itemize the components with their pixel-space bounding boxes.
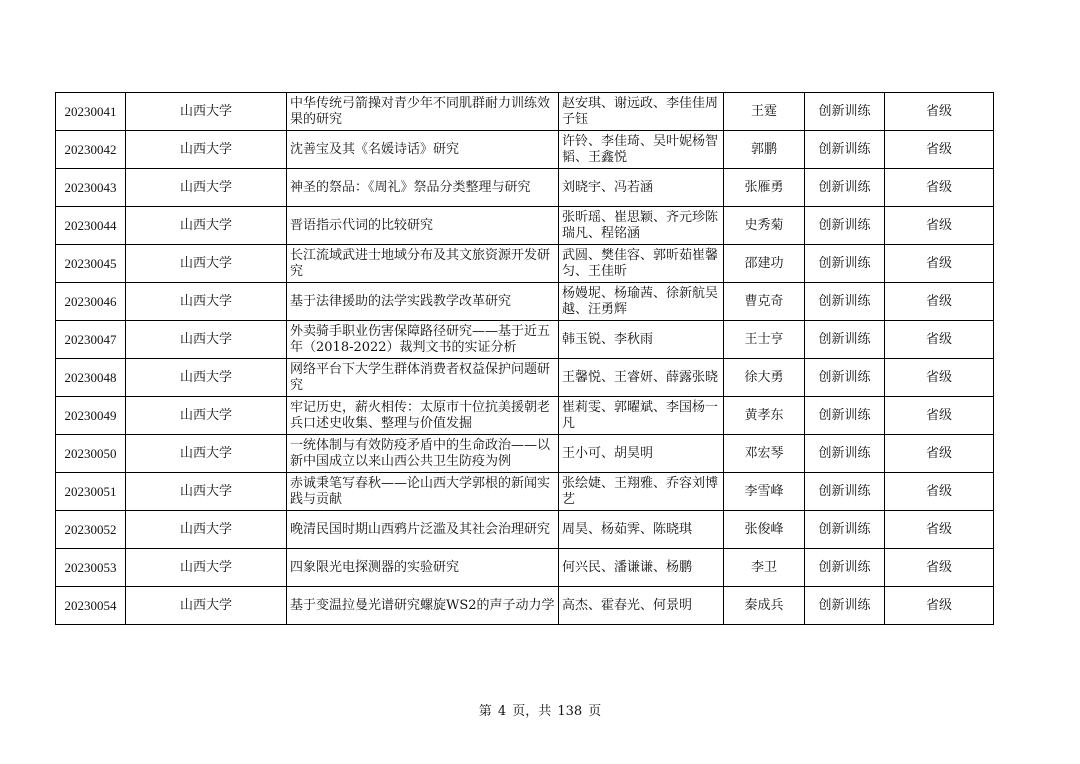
- school-cell: 山西大学: [126, 245, 287, 283]
- project-name-cell: 外卖骑手职业伤害保障路径研究——基于近五年（2018-2022）裁判文书的实证分析: [287, 321, 559, 359]
- table-row: [56, 549, 994, 587]
- project-name-cell: 中华传统弓箭操对青少年不同肌群耐力训练效果的研究: [287, 93, 559, 131]
- project-id-cell: 20230054: [56, 587, 126, 625]
- project-type-cell: 创新训练: [805, 549, 885, 587]
- level-cell: 省级: [885, 283, 994, 321]
- table-row: [56, 93, 994, 131]
- project-id-cell: 20230053: [56, 549, 126, 587]
- school-cell: 山西大学: [126, 549, 287, 587]
- level-cell: 省级: [885, 359, 994, 397]
- table-row: [56, 321, 994, 359]
- project-type-cell: 创新训练: [805, 245, 885, 283]
- project-type-cell: 创新训练: [805, 93, 885, 131]
- project-type-cell: 创新训练: [805, 207, 885, 245]
- advisor-cell: 王霆: [724, 93, 805, 131]
- project-name-cell: 沈善宝及其《名媛诗话》研究: [287, 131, 559, 169]
- members-cell: 高杰、霍春光、何景明: [559, 587, 724, 625]
- members-cell: 何兴民、潘谦谦、杨鹏: [559, 549, 724, 587]
- school-cell: 山西大学: [126, 169, 287, 207]
- level-cell: 省级: [885, 397, 994, 435]
- page-footer: 第 4 页，共 138 页: [478, 704, 602, 719]
- table-row: [56, 473, 994, 511]
- members-cell: 王馨悦、王睿妍、薛露张晓: [559, 359, 724, 397]
- school-cell: 山西大学: [126, 473, 287, 511]
- members-cell: 崔莉雯、郭曜斌、李国杨一凡: [559, 397, 724, 435]
- project-id-cell: 20230047: [56, 321, 126, 359]
- project-name-cell: 网络平台下大学生群体消费者权益保护问题研究: [287, 359, 559, 397]
- table-row: [56, 245, 994, 283]
- project-type-cell: 创新训练: [805, 283, 885, 321]
- project-type-cell: 创新训练: [805, 511, 885, 549]
- project-id-cell: 20230041: [56, 93, 126, 131]
- table-body: [56, 93, 994, 625]
- level-cell: 省级: [885, 207, 994, 245]
- project-id-cell: 20230051: [56, 473, 126, 511]
- advisor-cell: 秦成兵: [724, 587, 805, 625]
- school-cell: 山西大学: [126, 511, 287, 549]
- project-id-cell: 20230049: [56, 397, 126, 435]
- project-name-cell: 四象限光电探测器的实验研究: [287, 549, 559, 587]
- advisor-cell: 张俊峰: [724, 511, 805, 549]
- advisor-cell: 邓宏琴: [724, 435, 805, 473]
- project-id-cell: 20230044: [56, 207, 126, 245]
- project-id-cell: 20230048: [56, 359, 126, 397]
- project-table: [55, 92, 994, 625]
- table-row: [56, 359, 994, 397]
- table-row: [56, 511, 994, 549]
- advisor-cell: 邵建功: [724, 245, 805, 283]
- level-cell: 省级: [885, 511, 994, 549]
- table-row: [56, 169, 994, 207]
- advisor-cell: 李雪峰: [724, 473, 805, 511]
- table-row: [56, 207, 994, 245]
- table-row: [56, 283, 994, 321]
- advisor-cell: 王士亨: [724, 321, 805, 359]
- level-cell: 省级: [885, 587, 994, 625]
- table-row: [56, 587, 994, 625]
- project-type-cell: 创新训练: [805, 131, 885, 169]
- table-row: [56, 397, 994, 435]
- level-cell: 省级: [885, 245, 994, 283]
- table-row: [56, 131, 994, 169]
- level-cell: 省级: [885, 169, 994, 207]
- project-name-cell: 基于变温拉曼光谱研究螺旋WS2的声子动力学: [287, 587, 559, 625]
- school-cell: 山西大学: [126, 131, 287, 169]
- project-id-cell: 20230052: [56, 511, 126, 549]
- project-name-cell: 晚清民国时期山西鸦片泛滥及其社会治理研究: [287, 511, 559, 549]
- project-type-cell: 创新训练: [805, 473, 885, 511]
- school-cell: 山西大学: [126, 283, 287, 321]
- project-name-cell: 晋语指示代词的比较研究: [287, 207, 559, 245]
- project-type-cell: 创新训练: [805, 169, 885, 207]
- project-type-cell: 创新训练: [805, 397, 885, 435]
- level-cell: 省级: [885, 435, 994, 473]
- school-cell: 山西大学: [126, 435, 287, 473]
- members-cell: 杨嫚坭、杨瑜茜、徐新航吴越、汪勇辉: [559, 283, 724, 321]
- advisor-cell: 郭鹏: [724, 131, 805, 169]
- members-cell: 张绘婕、王翔雅、乔容刘博艺: [559, 473, 724, 511]
- school-cell: 山西大学: [126, 321, 287, 359]
- level-cell: 省级: [885, 473, 994, 511]
- advisor-cell: 曹克奇: [724, 283, 805, 321]
- project-type-cell: 创新训练: [805, 359, 885, 397]
- level-cell: 省级: [885, 321, 994, 359]
- project-type-cell: 创新训练: [805, 435, 885, 473]
- project-name-cell: 长江流域武进士地域分布及其文旅资源开发研究: [287, 245, 559, 283]
- project-id-cell: 20230046: [56, 283, 126, 321]
- project-name-cell: 一统体制与有效防疫矛盾中的生命政治——以新中国成立以来山西公共卫生防疫为例: [287, 435, 559, 473]
- school-cell: 山西大学: [126, 93, 287, 131]
- members-cell: 武圆、樊佳容、郭昕茹崔馨匀、王佳昕: [559, 245, 724, 283]
- project-id-cell: 20230042: [56, 131, 126, 169]
- advisor-cell: 黄孝东: [724, 397, 805, 435]
- project-id-cell: 20230045: [56, 245, 126, 283]
- project-name-cell: 赤诚秉笔写春秋——论山西大学郭根的新闻实践与贡献: [287, 473, 559, 511]
- table-row: [56, 435, 994, 473]
- project-id-cell: 20230043: [56, 169, 126, 207]
- advisor-cell: 李卫: [724, 549, 805, 587]
- school-cell: 山西大学: [126, 207, 287, 245]
- project-name-cell: 牢记历史，薪火相传：太原市十位抗美援朝老兵口述史收集、整理与价值发掘: [287, 397, 559, 435]
- project-type-cell: 创新训练: [805, 587, 885, 625]
- project-type-cell: 创新训练: [805, 321, 885, 359]
- advisor-cell: 徐大勇: [724, 359, 805, 397]
- school-cell: 山西大学: [126, 587, 287, 625]
- advisor-cell: 史秀菊: [724, 207, 805, 245]
- members-cell: 韩玉锐、李秋雨: [559, 321, 724, 359]
- school-cell: 山西大学: [126, 359, 287, 397]
- members-cell: 王小可、胡昊明: [559, 435, 724, 473]
- school-cell: 山西大学: [126, 397, 287, 435]
- members-cell: 张昕瑶、崔思颖、齐元珍陈瑞凡、程铭涵: [559, 207, 724, 245]
- project-name-cell: 神圣的祭品：《周礼》祭品分类整理与研究: [287, 169, 559, 207]
- level-cell: 省级: [885, 93, 994, 131]
- members-cell: 周昊、杨茹霁、陈晓琪: [559, 511, 724, 549]
- project-name-cell: 基于法律援助的法学实践教学改革研究: [287, 283, 559, 321]
- project-id-cell: 20230050: [56, 435, 126, 473]
- level-cell: 省级: [885, 131, 994, 169]
- members-cell: 赵安琪、谢远政、李佳佳周子钰: [559, 93, 724, 131]
- advisor-cell: 张雁勇: [724, 169, 805, 207]
- members-cell: 许铃、李佳琦、吴叶妮杨智韬、王鑫悦: [559, 131, 724, 169]
- members-cell: 刘晓宇、冯若涵: [559, 169, 724, 207]
- level-cell: 省级: [885, 549, 994, 587]
